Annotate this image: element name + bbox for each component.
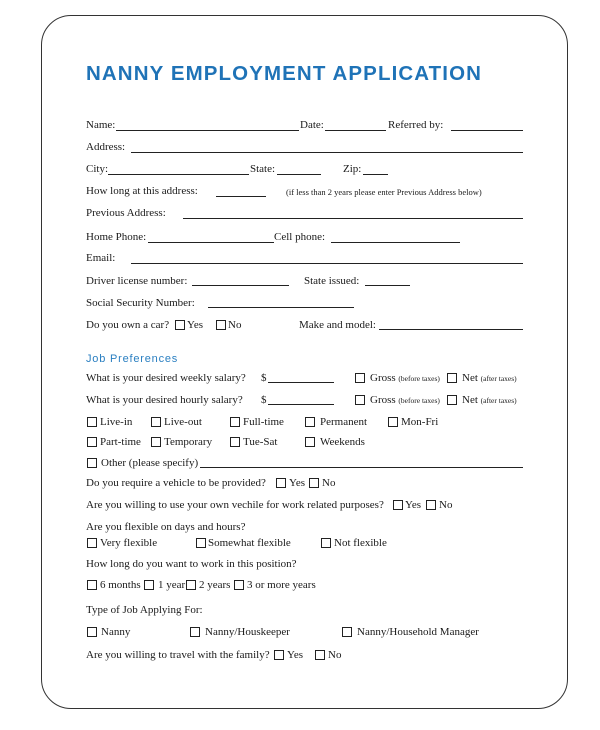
email-label: Email: bbox=[86, 252, 116, 264]
vehicle-no-label: No bbox=[322, 477, 336, 489]
very-flexible-label: Very flexible bbox=[100, 537, 158, 549]
weekly-gross-label bbox=[370, 372, 440, 385]
hourly-salary-field[interactable] bbox=[268, 404, 334, 405]
home-phone-label: Home Phone: bbox=[86, 231, 147, 243]
cell-phone-label: Cell phone: bbox=[274, 231, 326, 243]
nanny-housekeeper-label: Nanny/Houskeeper bbox=[205, 626, 290, 638]
somewhat-flexible-label: Somewhat flexible bbox=[208, 537, 291, 549]
job-preferences-heading: Job Preferences bbox=[86, 353, 179, 365]
car-no-label: No bbox=[228, 319, 242, 331]
hourly-gross-note: (before taxes) bbox=[398, 396, 440, 405]
hourly-net-label bbox=[462, 394, 517, 407]
name-field[interactable] bbox=[116, 130, 299, 131]
how-long-field[interactable] bbox=[216, 196, 266, 197]
previous-address-label: Previous Address: bbox=[86, 207, 166, 219]
nanny-household-manager-checkbox[interactable] bbox=[342, 627, 352, 637]
weekends-checkbox[interactable] bbox=[305, 437, 315, 447]
temporary-label: Temporary bbox=[164, 436, 213, 448]
weekly-net-checkbox[interactable] bbox=[447, 373, 457, 383]
cell-phone-field[interactable] bbox=[331, 242, 460, 243]
tue-sat-checkbox[interactable] bbox=[230, 437, 240, 447]
weekly-gross-text: Gross bbox=[370, 372, 396, 384]
make-model-field[interactable] bbox=[379, 329, 523, 330]
hourly-net-checkbox[interactable] bbox=[447, 395, 457, 405]
somewhat-flexible-checkbox[interactable] bbox=[196, 538, 206, 548]
state-field[interactable] bbox=[277, 174, 321, 175]
temporary-checkbox[interactable] bbox=[151, 437, 161, 447]
home-phone-field[interactable] bbox=[148, 242, 274, 243]
hourly-net-note: (after taxes) bbox=[480, 396, 517, 405]
vehicle-yes-label: Yes bbox=[289, 477, 306, 489]
three-plus-years-checkbox[interactable] bbox=[234, 580, 244, 590]
two-years-label: 2 years bbox=[199, 579, 231, 591]
nanny-label: Nanny bbox=[101, 626, 131, 638]
own-vehicle-question: Are you willing to use your own vechile for work related purposes? bbox=[86, 499, 384, 511]
not-flexible-checkbox[interactable] bbox=[321, 538, 331, 548]
flexible-question: Are you flexible on days and hours? bbox=[86, 521, 246, 533]
state-issued-label: State issued: bbox=[304, 275, 360, 287]
own-vehicle-yes-checkbox[interactable] bbox=[393, 500, 403, 510]
state-label: State: bbox=[250, 163, 276, 175]
travel-no-checkbox[interactable] bbox=[315, 650, 325, 660]
permanent-label: Permanent bbox=[320, 416, 368, 428]
full-time-checkbox[interactable] bbox=[230, 417, 240, 427]
three-plus-years-label: 3 or more years bbox=[247, 579, 316, 591]
referred-by-field[interactable] bbox=[451, 130, 523, 131]
one-year-checkbox[interactable] bbox=[144, 580, 154, 590]
mon-fri-checkbox[interactable] bbox=[388, 417, 398, 427]
weekly-net-note: (after taxes) bbox=[480, 374, 517, 383]
own-vehicle-no-label: No bbox=[439, 499, 453, 511]
two-years-checkbox[interactable] bbox=[186, 580, 196, 590]
weekly-salary-question: What is your desired weekly salary? bbox=[86, 372, 246, 384]
zip-label: Zip: bbox=[343, 163, 362, 175]
six-months-checkbox[interactable] bbox=[87, 580, 97, 590]
how-long-note: (if less than 2 years please enter Previous Address below) bbox=[286, 187, 482, 197]
hourly-net-text: Net bbox=[462, 394, 478, 406]
weekly-gross-note: (before taxes) bbox=[398, 374, 440, 383]
city-field[interactable] bbox=[108, 174, 249, 175]
vehicle-no-checkbox[interactable] bbox=[309, 478, 319, 488]
email-field[interactable] bbox=[131, 263, 523, 264]
state-issued-field[interactable] bbox=[365, 285, 410, 286]
car-yes-label: Yes bbox=[187, 319, 204, 331]
license-field[interactable] bbox=[192, 285, 289, 286]
referred-by-label: Referred by: bbox=[388, 119, 444, 131]
address-label: Address: bbox=[86, 141, 126, 153]
ssn-label: Social Security Number: bbox=[86, 297, 195, 309]
vehicle-question: Do you require a vehicle to be provided? bbox=[86, 477, 266, 489]
nanny-housekeeper-checkbox[interactable] bbox=[190, 627, 200, 637]
live-in-checkbox[interactable] bbox=[87, 417, 97, 427]
weekly-salary-field[interactable] bbox=[268, 382, 334, 383]
how-long-label: How long at this address: bbox=[86, 185, 198, 197]
hourly-salary-question: What is your desired hourly salary? bbox=[86, 394, 243, 406]
hourly-dollar-sign: $ bbox=[261, 394, 267, 406]
travel-yes-checkbox[interactable] bbox=[274, 650, 284, 660]
travel-yes-label: Yes bbox=[287, 649, 304, 661]
nanny-checkbox[interactable] bbox=[87, 627, 97, 637]
car-yes-checkbox[interactable] bbox=[175, 320, 185, 330]
live-in-label: Live-in bbox=[100, 416, 133, 428]
car-no-checkbox[interactable] bbox=[216, 320, 226, 330]
weekly-net-text: Net bbox=[462, 372, 478, 384]
job-type-question: Type of Job Applying For: bbox=[86, 604, 203, 616]
city-label: City: bbox=[86, 163, 109, 175]
own-vehicle-no-checkbox[interactable] bbox=[426, 500, 436, 510]
previous-address-field[interactable] bbox=[183, 218, 523, 219]
hourly-gross-label bbox=[370, 394, 440, 407]
address-field[interactable] bbox=[131, 152, 523, 153]
mon-fri-label: Mon-Fri bbox=[401, 416, 439, 428]
vehicle-yes-checkbox[interactable] bbox=[276, 478, 286, 488]
other-label: Other (please specify) bbox=[101, 457, 199, 469]
six-months-label: 6 months bbox=[100, 579, 141, 591]
zip-field[interactable] bbox=[363, 174, 388, 175]
one-year-label: 1 year bbox=[158, 579, 186, 591]
tue-sat-label: Tue-Sat bbox=[243, 436, 278, 448]
travel-no-label: No bbox=[328, 649, 342, 661]
travel-question: Are you willing to travel with the family? bbox=[86, 649, 270, 661]
duration-question: How long do you want to work in this position? bbox=[86, 558, 297, 570]
ssn-field[interactable] bbox=[208, 307, 354, 308]
other-checkbox[interactable] bbox=[87, 458, 97, 468]
name-label: Name: bbox=[86, 119, 116, 131]
weekends-label: Weekends bbox=[320, 436, 365, 448]
weekly-gross-checkbox[interactable] bbox=[355, 373, 365, 383]
very-flexible-checkbox[interactable] bbox=[87, 538, 97, 548]
make-model-label: Make and model: bbox=[299, 319, 376, 331]
date-label: Date: bbox=[300, 119, 324, 131]
not-flexible-label: Not flexible bbox=[334, 537, 387, 549]
license-label: Driver license number: bbox=[86, 275, 188, 287]
live-out-label: Live-out bbox=[164, 416, 202, 428]
other-specify-field[interactable] bbox=[200, 467, 523, 468]
hourly-gross-text: Gross bbox=[370, 394, 396, 406]
permanent-checkbox[interactable] bbox=[305, 417, 315, 427]
hourly-gross-checkbox[interactable] bbox=[355, 395, 365, 405]
own-vehicle-yes-label: Yes bbox=[405, 499, 422, 511]
full-time-label: Full-time bbox=[243, 416, 284, 428]
part-time-checkbox[interactable] bbox=[87, 437, 97, 447]
car-question: Do you own a car? bbox=[86, 319, 170, 331]
part-time-label: Part-time bbox=[100, 436, 141, 448]
weekly-net-label bbox=[462, 372, 517, 385]
nanny-household-manager-label: Nanny/Household Manager bbox=[357, 626, 479, 638]
form-title: NANNY EMPLOYMENT APPLICATION bbox=[86, 62, 483, 85]
live-out-checkbox[interactable] bbox=[151, 417, 161, 427]
weekly-dollar-sign: $ bbox=[261, 372, 267, 384]
date-field[interactable] bbox=[325, 130, 386, 131]
